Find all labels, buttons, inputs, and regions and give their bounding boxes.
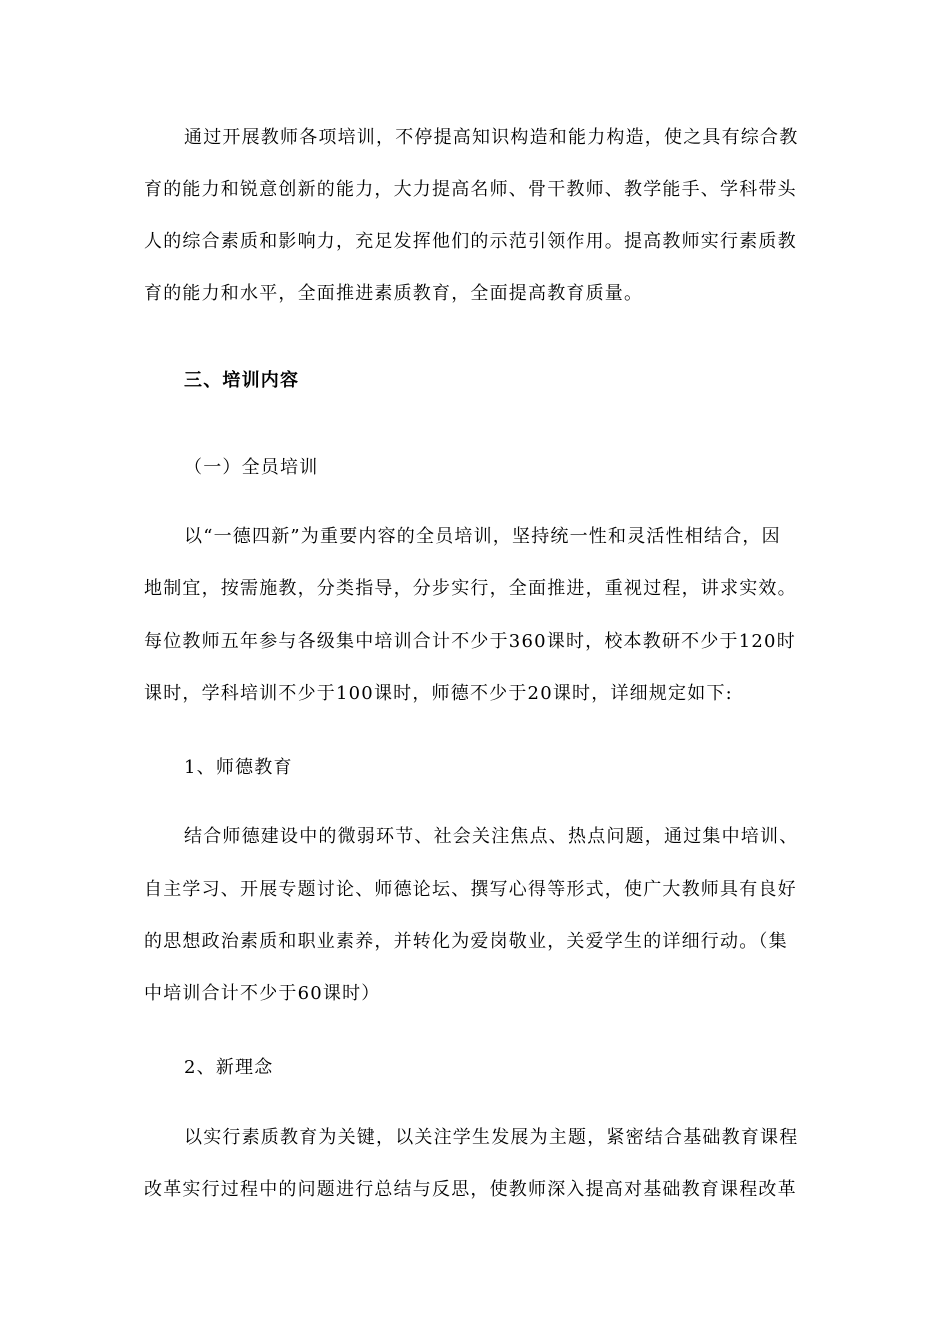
paragraph-line: 中培训合计不少于60课时） xyxy=(144,983,381,1004)
paragraph-line: 地制宜，按需施教，分类指导，分步实行，全面推进，重视过程，讲求实效。 xyxy=(144,578,797,599)
paragraph-line: 结合师德建设中的微弱环节、社会关注焦点、热点问题，通过集中培训、 xyxy=(184,826,799,847)
paragraph-line: 以“一德四新”为重要内容的全员培训，坚持统一性和灵活性相结合，因 xyxy=(184,526,781,547)
paragraph-line: 课时，学科培训不少于100课时，师德不少于20课时，详细规定如下: xyxy=(144,683,733,704)
item-heading: 1、师德教育 xyxy=(184,757,293,778)
paragraph-line: 通过开展教师各项培训，不停提高知识构造和能力构造，使之具有综合教 xyxy=(184,127,799,148)
item-heading: 2、新理念 xyxy=(184,1057,274,1078)
paragraph-line: 的思想政治素质和职业素养，并转化为爱岗敬业，关爱学生的详细行动。（集 xyxy=(144,931,788,952)
paragraph-line: 改革实行过程中的问题进行总结与反思，使教师深入提高对基础教育课程改革 xyxy=(144,1179,797,1200)
paragraph-line: 自主学习、开展专题讨论、师德论坛、撰写心得等形式，使广大教师具有良好 xyxy=(144,879,797,900)
paragraph-line: 育的能力和锐意创新的能力，大力提高名师、骨干教师、教学能手、学科带头 xyxy=(144,179,797,200)
paragraph-line: 每位教师五年参与各级集中培训合计不少于360课时，校本教研不少于120时 xyxy=(144,631,796,652)
subsection-heading: （一）全员培训 xyxy=(184,457,319,478)
paragraph-line: 育的能力和水平，全面推进素质教育，全面提高教育质量。 xyxy=(144,283,644,304)
paragraph-line: 以实行素质教育为关键，以关注学生发展为主题，紧密结合基础教育课程 xyxy=(184,1127,799,1148)
paragraph-line: 人的综合素质和影响力，充足发挥他们的示范引领作用。提高教师实行素质教 xyxy=(144,231,797,252)
section-heading: 三、培训内容 xyxy=(184,370,300,391)
